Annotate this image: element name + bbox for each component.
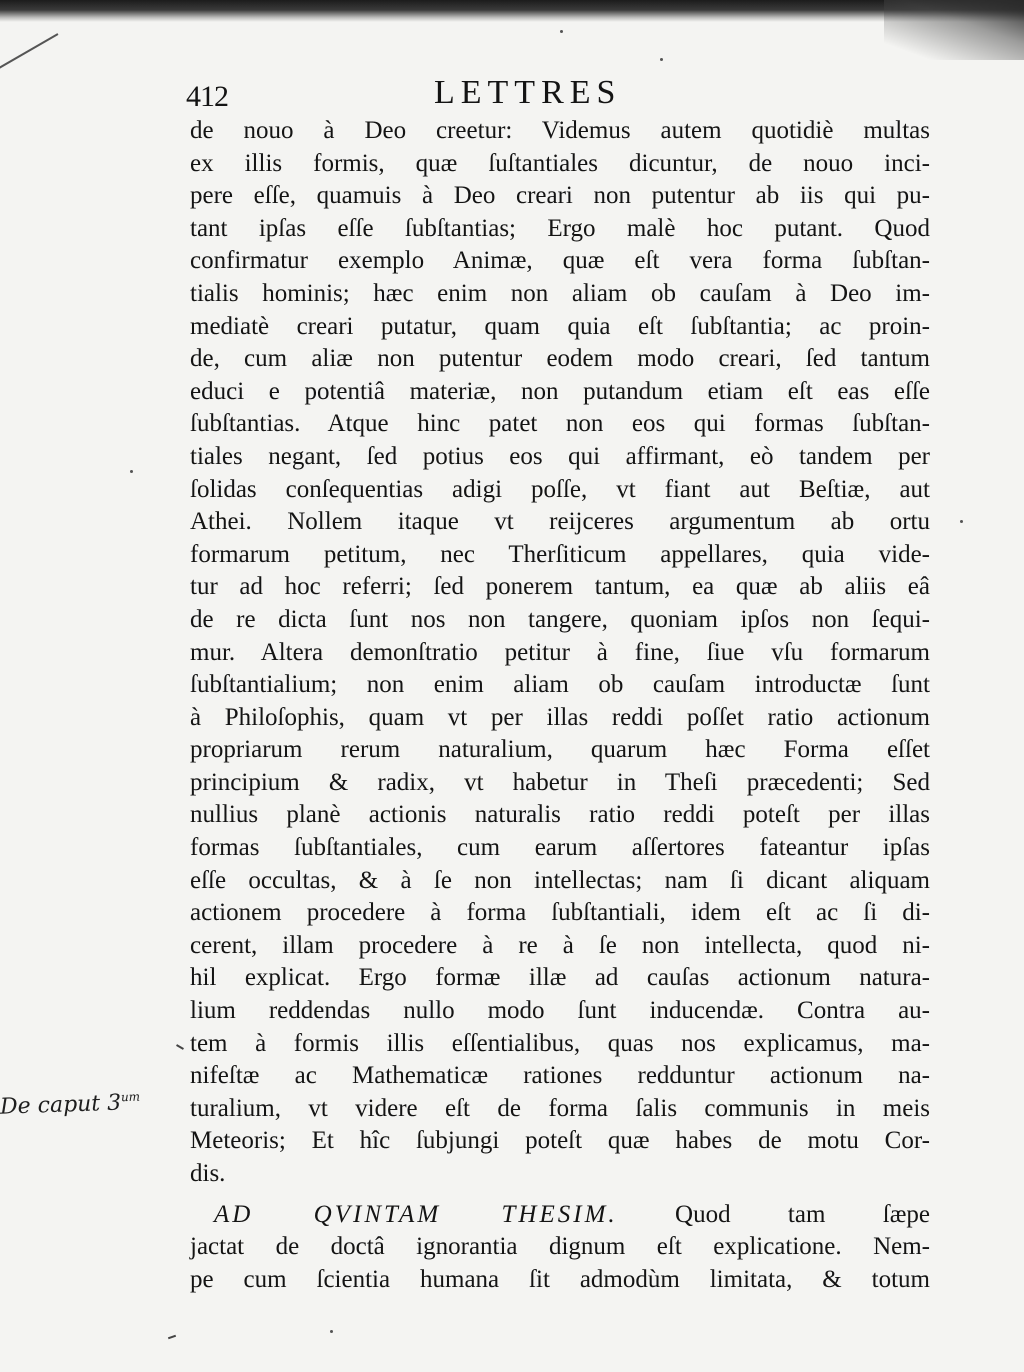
text-line: de, cum aliæ non putentur eodem modo creari, ſed tantum xyxy=(190,345,930,373)
text-line: formas ſubſtantiales, cum earum aſſertores fateantur ipſas xyxy=(190,834,930,862)
text-line: confirmatur exemplo Animæ, quæ eſt vera forma ſubſtan- xyxy=(190,247,930,275)
text-line: actionem procedere à forma ſubſtantiali, idem eſt ac ſi di- xyxy=(190,899,930,927)
page-curl-mark xyxy=(0,33,58,80)
scan-speck xyxy=(660,58,663,61)
text-line: eſſe occultas, & à ſe non intellectas; nam ſi dicant aliquam xyxy=(190,866,930,894)
handwritten-margin-note xyxy=(0,1090,141,1120)
scan-speck xyxy=(960,520,963,523)
text-line: pe cum ſcientia humana ſit admodùm limitata, & totum xyxy=(190,1265,930,1293)
text-line: dis. xyxy=(190,1160,226,1187)
text-line: hil explicat. Ergo formæ illæ ad cauſas actionum natura- xyxy=(190,964,930,992)
text-line: tur ad hoc referri; ſed ponerem tantum, ea quæ ab aliis eâ xyxy=(190,573,930,601)
text-line: ex illis formis, quæ ſuſtantiales dicuntur, de nouo inci- xyxy=(190,149,930,177)
text-line: tem à formis illis eſſentialibus, quas nos explicamus, ma- xyxy=(190,1029,930,1057)
margin-note-superscript: um xyxy=(120,1089,141,1105)
text-line: educi e potentiâ materiæ, non putandum etiam eſt eas eſſe xyxy=(190,377,930,405)
scan-speck xyxy=(560,30,563,33)
scan-edge-top xyxy=(0,0,1024,22)
text-line: cerent, illam procedere à re à ſe non intellecta, quod ni- xyxy=(190,931,930,959)
text-line: propriarum rerum naturalium, quarum hæc Forma eſſet xyxy=(190,736,930,764)
text-line: principium & radix, vt habetur in Theſi præcedenti; Sed xyxy=(190,768,930,796)
text-line: lium reddendas nullo modo ſunt inducendæ. Contra au- xyxy=(190,997,930,1025)
text-line: ſolidas conſequentias adigi poſſe, vt fiant aut Beſtiæ, aut xyxy=(190,475,930,503)
paragraph-gap xyxy=(190,1191,930,1199)
text-line: nullius planè actionis naturalis ratio reddi poteſt per illas xyxy=(190,801,930,829)
text-line: Meteoris; Et hîc ſubjungi poteſt quæ habes de motu Cor- xyxy=(190,1127,930,1155)
scan-speck xyxy=(330,1330,333,1333)
text-line: ſubſtantias. Atque hinc patet non eos qui formas ſubſtan- xyxy=(190,410,930,438)
text-line: Athei. Nollem itaque vt reijceres argumentum ab ortu xyxy=(190,508,930,536)
text-line: de nouo à Deo creetur: Videmus autem quotidiè multas xyxy=(190,117,930,144)
text-line: à Philoſophis, quam vt per illas reddi poſſet ratio actionum xyxy=(190,703,930,731)
body-text xyxy=(190,115,930,1296)
text-line: tialis hominis; hæc enim non aliam ob cauſam à Deo im- xyxy=(190,279,930,307)
text-line: pere eſſe, quamuis à Deo creari non putentur ab iis qui pu- xyxy=(190,182,930,210)
text-line: ſubſtantialium; non enim aliam ob cauſam introductæ ſunt xyxy=(190,671,930,699)
text-line: tant ipſas eſſe ſubſtantias; Ergo malè hoc putant. Quod xyxy=(190,214,930,242)
running-title: LETTRES xyxy=(434,74,622,111)
scan-speck xyxy=(130,470,133,473)
text-line: mediatè creari putatur, quam quia eſt ſubſtantia; ac proin- xyxy=(190,312,930,340)
margin-note-text: De caput 3 xyxy=(0,1090,122,1120)
text-line: nifeſtæ ac Mathematicæ rationes redduntur actionum na- xyxy=(190,1062,930,1090)
page-number: 412 xyxy=(186,80,228,113)
text-line: tiales negant, ſed potius eos qui affirmant, eò tandem per xyxy=(190,442,930,470)
scan-mark xyxy=(176,1044,184,1050)
section-first-line xyxy=(190,1199,930,1232)
scan-edge-corner xyxy=(884,0,1024,60)
text-line: jactat de doctâ ignorantia dignum eſt explicatione. Nem- xyxy=(190,1233,930,1261)
text-line: formarum petitum, nec Therſiticum appellares, quia vide- xyxy=(190,540,930,568)
scan-mark xyxy=(168,1335,176,1340)
section-heading: AD QVINTAM THESIM. xyxy=(214,1200,618,1228)
text-line: turalium, vt videre eſt de forma ſalis communis in meis xyxy=(190,1094,930,1122)
text-line: de re dicta ſunt nos non tangere, quoniam ipſos non ſequi- xyxy=(190,605,930,633)
text-run: Quod tam ſæpe xyxy=(675,1200,930,1228)
text-line: mur. Altera demonſtratio petitur à fine, ſiue vſu formarum xyxy=(190,638,930,666)
